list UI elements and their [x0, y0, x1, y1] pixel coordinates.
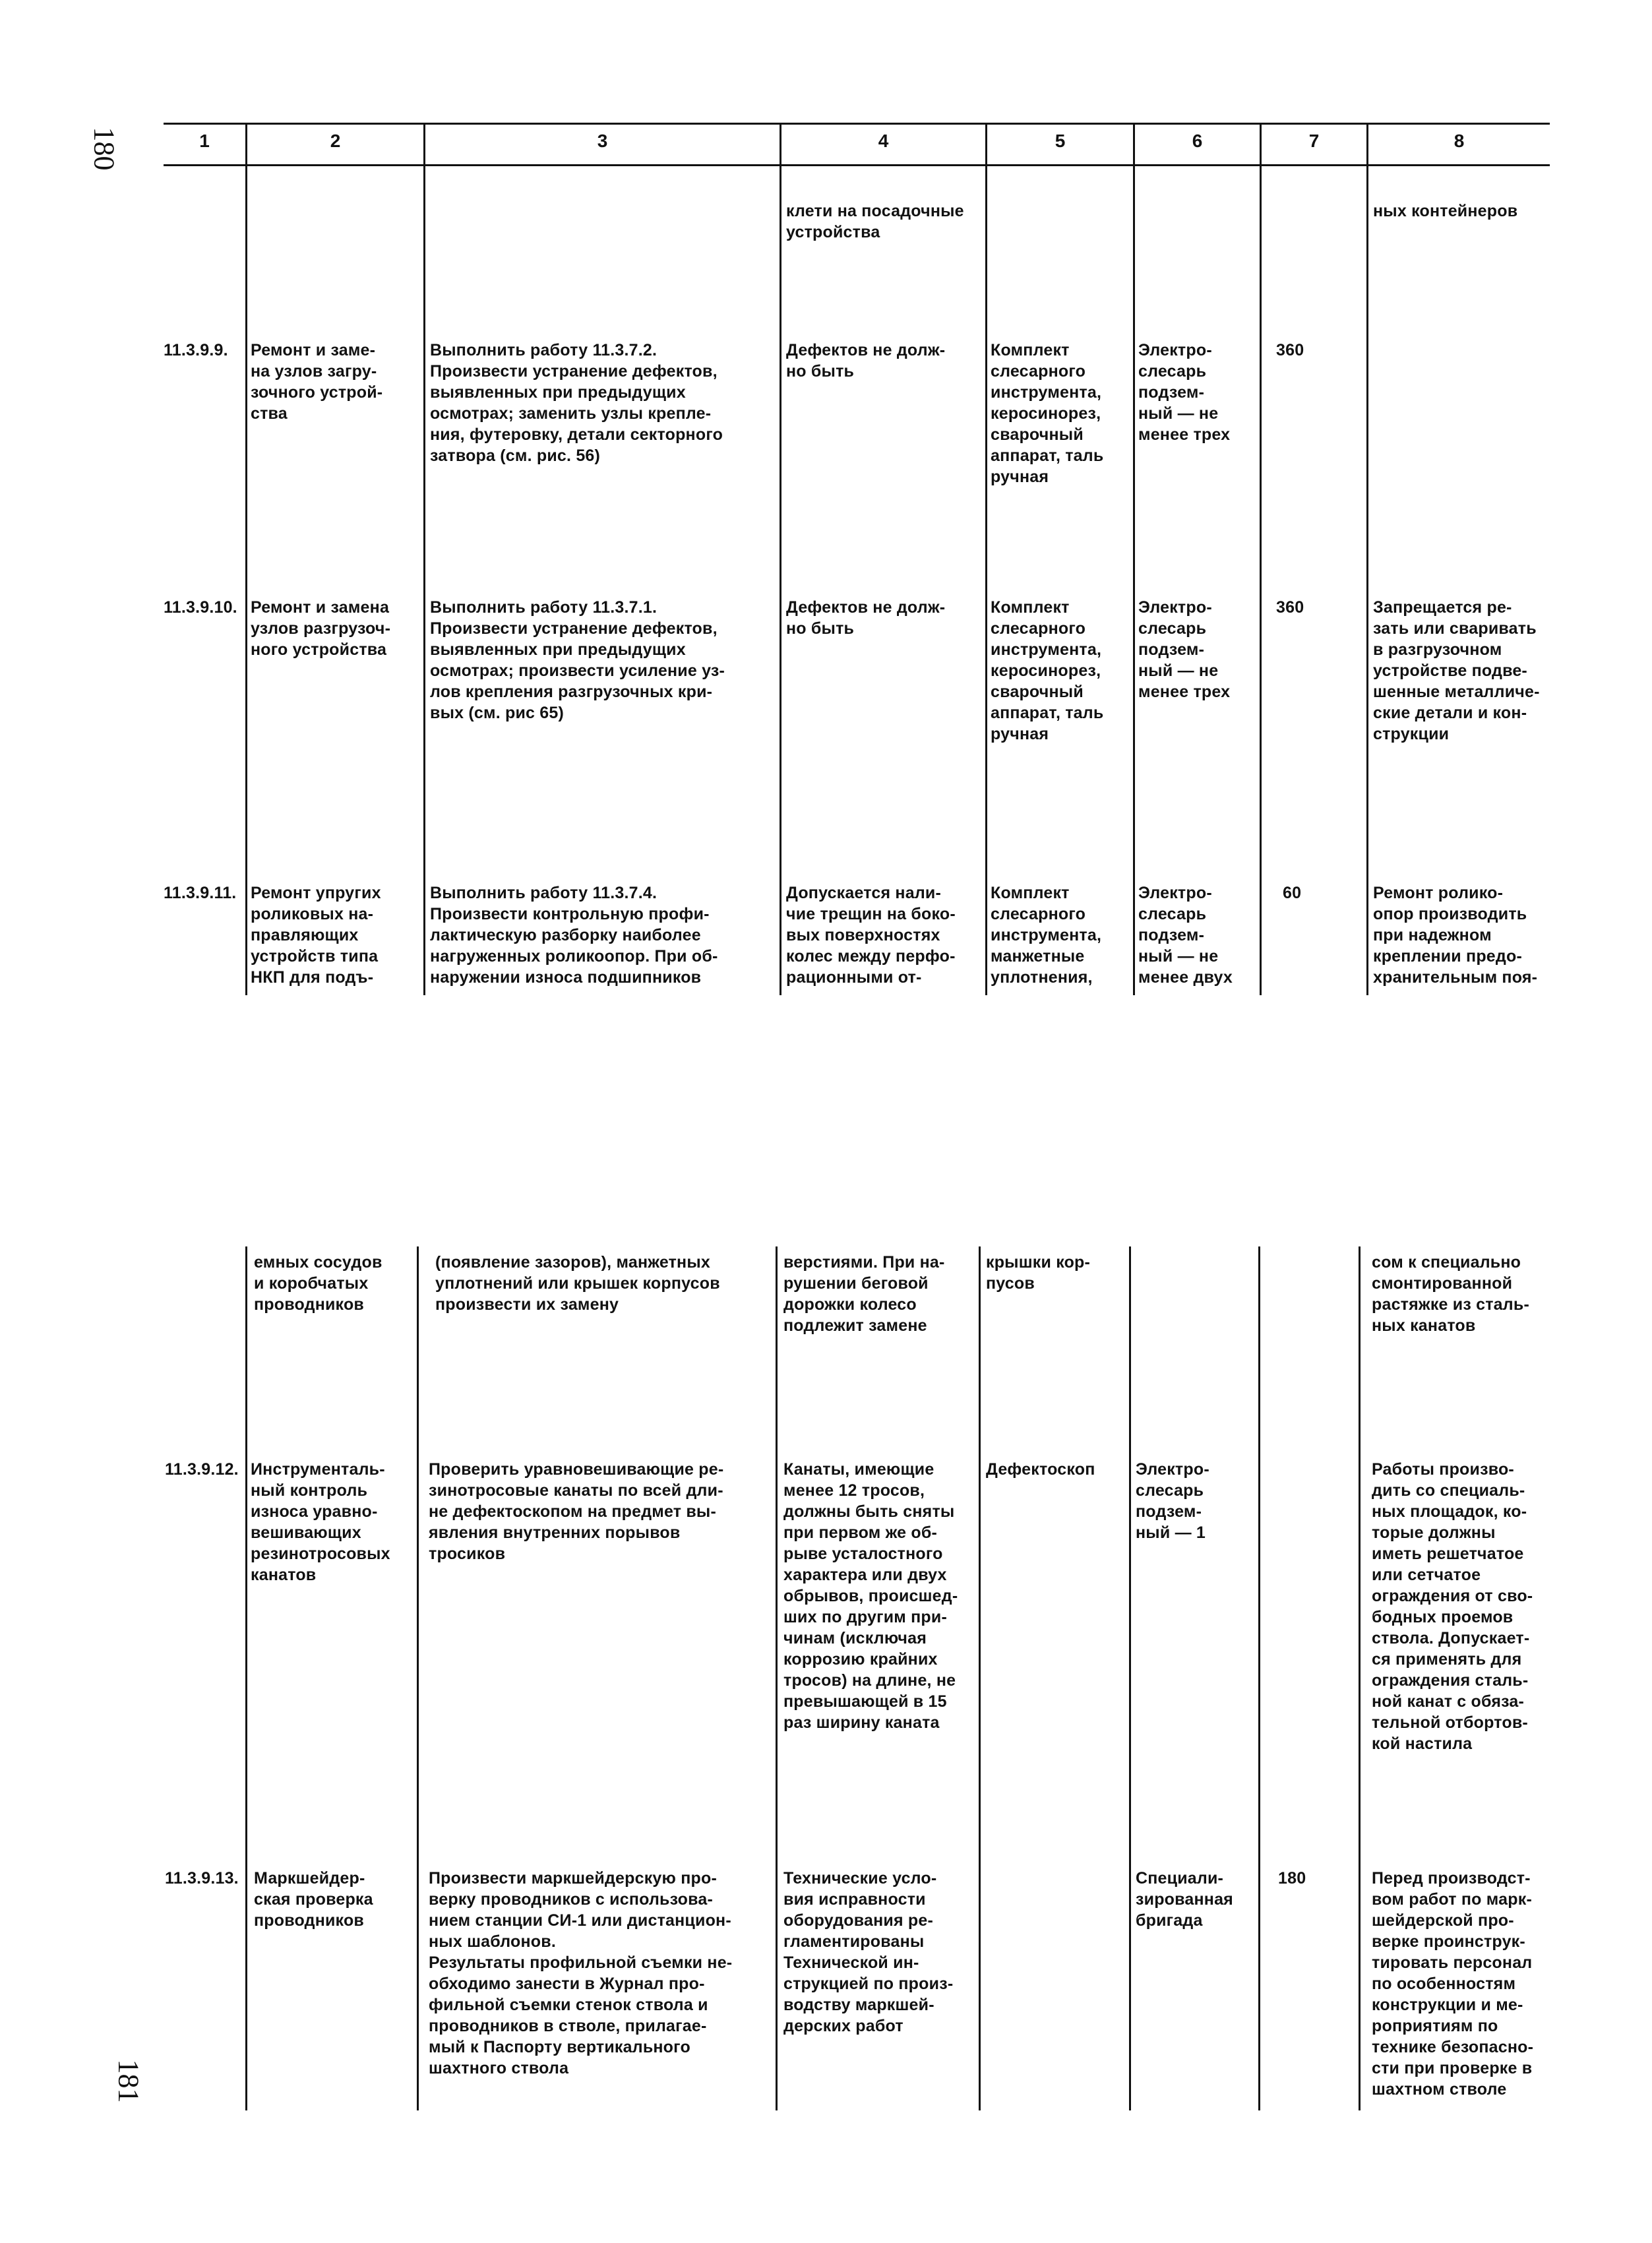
row-requirements: Дефектов не долж- но быть	[786, 598, 946, 638]
row-notes: Запрещается ре- зать или сваривать в разгрузочном устройстве подве- шенные металличе- ские детали и кон- струкции	[1373, 598, 1540, 743]
cont2-col4: верстиями. При на- рушении беговой дорожки колесо подлежит замене	[783, 1253, 945, 1335]
cont2-col8: сом к специально смонтированной растяжке из сталь- ных канатов	[1372, 1253, 1529, 1335]
row-requirements: Технические усло- вия исправности оборудования ре- гламентированы Технической ин- струкцией по произ- водству маркшей- дерских работ	[783, 1869, 954, 2035]
col-divider	[1359, 1246, 1361, 2110]
row-work: Выполнить работу 11.3.7.2. Произвести устранение дефектов, выявленных при предыдущих осмотрах; заменить узлы крепле- ния, футеровку, детали секторного затвора (см. рис. 56)	[430, 341, 723, 465]
row-requirements: Дефектов не долж- но быть	[786, 341, 946, 381]
row-tools: Комплект слесарного инструмента, манжетные уплотнения,	[991, 884, 1102, 987]
row-object: Маркшейдер- ская проверка проводников	[254, 1869, 373, 1930]
row-work: Произвести маркшейдерскую про- верку проводников с использова- нием станции СИ-1 или дистанцион- ных шаблонов. Результаты профильной съемки не- обходимо занести в Журнал про- фильной съемки стенок ствола и проводников в стволе, прилагае- мый к Паспорту вертикального шахтного ствола	[429, 1869, 733, 2077]
header-col-2: 2	[330, 131, 341, 151]
row-number: 11.3.9.13.	[165, 1869, 239, 1888]
col-divider	[245, 1246, 247, 2110]
rule	[164, 123, 1550, 125]
page-number-top: 180	[88, 127, 121, 171]
header-col-5: 5	[1055, 131, 1066, 151]
row-time: 360	[1276, 598, 1304, 617]
row-notes: Ремонт ролико- опор производить при надежном креплении предо- хранительным поя-	[1373, 884, 1538, 987]
col-divider	[776, 1246, 778, 2110]
row-time: 60	[1283, 884, 1302, 902]
page-number-bottom: 181	[112, 2059, 145, 2103]
header-col-4: 4	[878, 131, 889, 151]
col-divider	[985, 123, 987, 995]
header-col-1: 1	[199, 131, 210, 151]
row-time: 360	[1276, 341, 1304, 359]
row-staff: Специали- зированная бригада	[1136, 1869, 1233, 1930]
row-staff: Электро- слесарь подзем- ный — не менее двух	[1138, 884, 1233, 987]
row-requirements: Канаты, имеющие менее 12 тросов, должны быть сняты при первом же об- рыве усталостного характера или двух обрывов, происшед- ших по другим при- чинам (исключая коррозию крайних тросов) на длине, не превышающей в 15 раз ширину каната	[783, 1460, 958, 1732]
col-divider	[1366, 123, 1368, 995]
row-number: 11.3.9.12.	[165, 1460, 239, 1479]
row-number: 11.3.9.10.	[164, 598, 237, 617]
row-notes: Перед производст- вом работ по марк- шейдерской про- верке проинструк- тировать персонал по особенностям конструкции и ме- роприятиям по технике безопасно- сти при проверке в шахтном стволе	[1372, 1869, 1534, 2099]
header-col-8: 8	[1453, 131, 1465, 151]
row-staff: Электро- слесарь подзем- ный — не менее трех	[1138, 341, 1231, 444]
col-divider	[417, 1246, 419, 2110]
header-col-3: 3	[597, 131, 608, 151]
col-divider	[780, 123, 781, 995]
row-tools: Комплект слесарного инструмента, керосинорез, сварочный аппарат, таль ручная	[991, 341, 1104, 486]
col-divider	[245, 123, 247, 995]
rule	[164, 164, 1550, 166]
col-divider	[979, 1246, 981, 2110]
row-staff: Электро- слесарь подзем- ный — не менее трех	[1138, 598, 1231, 701]
col-divider	[1129, 1246, 1131, 2110]
row-staff: Электро- слесарь подзем- ный — 1	[1136, 1460, 1209, 1542]
row-object: Инструменталь- ный контроль износа уравно- вешивающих резинотросовых канатов	[251, 1460, 390, 1584]
row-time: 180	[1278, 1869, 1306, 1888]
row-object: Ремонт и заме- на узлов загру- зочного устрой- ства	[251, 341, 383, 423]
row-tools: Дефектоскоп	[986, 1460, 1095, 1479]
row-number: 11.3.9.9.	[164, 341, 228, 359]
cont1-col8: ных контейнеров	[1373, 202, 1518, 220]
cont1-col4: клети на посадочные устройства	[786, 202, 964, 241]
col-divider	[1133, 123, 1135, 995]
row-tools: Комплект слесарного инструмента, керосинорез, сварочный аппарат, таль ручная	[991, 598, 1104, 743]
row-notes: Работы произво- дить со специаль- ных площадок, ко- торые должны иметь решетчатое или сетчатое ограждения от сво- бодных проемов ствола. Допускает- ся применять для ограждения сталь- ной канат с обяза- тельной отбортов- кой настила	[1372, 1460, 1533, 1753]
row-work: Выполнить работу 11.3.7.1. Произвести устранение дефектов, выявленных при предыдущих осмотрах; произвести усиление уз- лов крепления разгрузочных кри- вых (см. рис 65)	[430, 598, 725, 722]
row-requirements: Допускается нали- чие трещин на боко- вых поверхностях колес между перфо- рационными от-	[786, 884, 956, 987]
header-col-6: 6	[1192, 131, 1203, 151]
col-divider	[1260, 123, 1262, 995]
row-work: Проверить уравновешивающие ре- зинотросовые канаты по всей дли- не дефектоскопом на предмет вы- явления внутренних порывов тросиков	[429, 1460, 724, 1563]
cont2-col2: емных сосудов и коробчатых проводников	[254, 1253, 382, 1314]
cont2-col3: (появление зазоров), манжетных уплотнений или крышек корпусов произвести их замену	[435, 1253, 720, 1314]
col-divider	[1258, 1246, 1260, 2110]
row-object: Ремонт и замена узлов разгрузоч- ного устройства	[251, 598, 391, 659]
cont2-col5: крышки кор- пусов	[986, 1253, 1091, 1293]
col-divider	[423, 123, 425, 995]
row-number: 11.3.9.11.	[164, 884, 237, 902]
row-object: Ремонт упругих роликовых на- правляющих устройств типа НКП для подъ-	[251, 884, 381, 987]
header-col-7: 7	[1308, 131, 1320, 151]
row-work: Выполнить работу 11.3.7.4. Произвести контрольную профи- лактическую разборку наиболее нагруженных роликоопор. При об- наружении износа подшипников	[430, 884, 718, 987]
